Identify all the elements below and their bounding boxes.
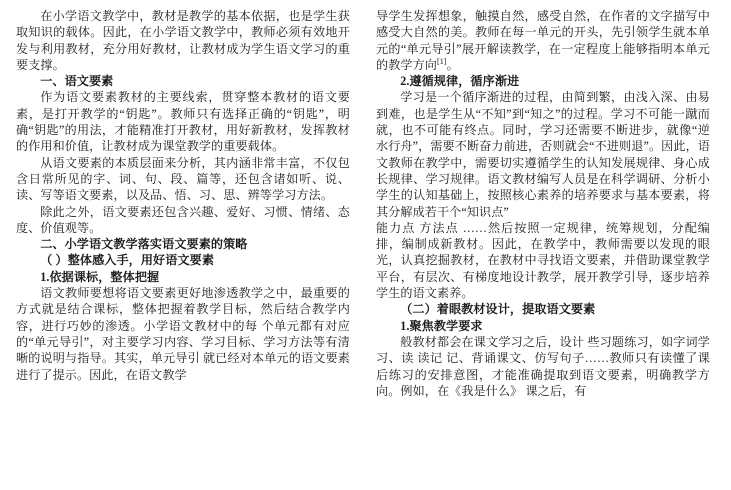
left-column	[16, 8, 350, 484]
section-heading: 一、语文要素	[40, 74, 114, 89]
subsection-heading: 1.聚焦教学要求	[400, 318, 483, 333]
paragraph-text: 导学生发挥想象，触摸自然，感受自然，在作者的文字描写中感受大自然的美。教师在每一单元的开头，先引领学生就本单元的“单元导引”展开解读教学，在一定程度上能够指明本单元的教学方向	[376, 9, 710, 72]
paragraph: 学习是一个循序渐进的过程，由简到繁，由浅入深、由易到难，也是学生从“不知”到“知之”的过程。学习不可能一蹴而就，也不可能有终点。同时，学习还需要不断进步，就像“逆水行舟”，需要不断奋力前进，否则就会“不进则退”。因此，语文教师在教学中，需要切实遵循学生的认知发展规律、身心成长规律、学习规律。语文教材编写人员是在科学调研、分析小学生的认知基础上，按照核心素养的培养要求与基本要素，将其分解成若干个“知识点”	[376, 90, 710, 219]
paragraph: 在小学语文教学中，教材是教学的基本依据，也是学生获取知识的载体。因此，在小学语文教学中，教师必须有效地开发与利用教材，充分用好教材，让教材成为学生语文学习的重要支撑。	[16, 9, 350, 72]
paragraph: 语文教师要想将语文要素更好地渗透教学之中，最重要的方式就是结合课标，整体把握着教学目标，然后结合教学内容，进行巧妙的渗透。小学语文教材中的每 个单元都有对应的“单元导引”，对主要学习内容、学习目标、学习方法等有清晰的说明与指导。其实，单元导引 就已经对本单元的语文要素进行了提示。因此，在语文教学	[16, 286, 350, 382]
paragraph: 般教材都会在课文学习之后，设计 些习题练习，如字词学习、读 读记 记、背诵课文、仿写句子……教师只有读懂了课后练习的安排意图，才能准确提取到语文要素，明确教学方向。例如，在《我是什么》 课之后，有	[376, 334, 710, 398]
paragraph	[376, 8, 710, 73]
right-column	[376, 8, 710, 484]
paragraph: 能力点 方法点 ……然后按照一定规律，统筹规划，分配编排，编制成新教材。因此，在教学中，教师需要以发现的眼光，认真挖掘教材，在教材中寻找语文要素，并借助课堂教学平台，有层次、有梯度地设计教学，展开教学引导，逐步培养学生的语文素养。	[376, 220, 710, 301]
subsection-heading: （二）着眼教材设计，提取语文要素	[400, 302, 596, 317]
section-heading: 二、小学语文教学落实语文要素的策略	[40, 237, 248, 252]
paragraph: 除此之外，语文要素还包含兴趣、爱好、习惯、情绪、态度、价值观等。	[16, 204, 350, 235]
subsection-heading: （ ）整体感入手，用好语文要素	[40, 253, 215, 268]
paragraph: 作为语文要素教材的主要线索，贯穿整本教材的语文要素，是打开教学的“钥匙”。教师只有选择正确的“钥匙”，明确“钥匙”的用法，才能精准打开教材，用好新教材，发挥教材的作用和价值，让教材成为课堂教学的重要载体。	[16, 90, 350, 154]
subsection-heading: 2.遵循规律，循序渐进	[400, 74, 520, 89]
paragraph-tail: 。	[446, 57, 459, 72]
footnote-marker: [1]	[436, 56, 447, 66]
subsection-heading: 1.依据课标，整体把握	[40, 269, 160, 284]
paragraph: 从语文要素的本质层面来分析，其内涵非常丰富，不仅包含日常所见的字、词、句、段、篇等，还包含诸如听、说、读、写等语文要素，以及品、悟、习、思、辨等学习方法。	[16, 155, 350, 203]
